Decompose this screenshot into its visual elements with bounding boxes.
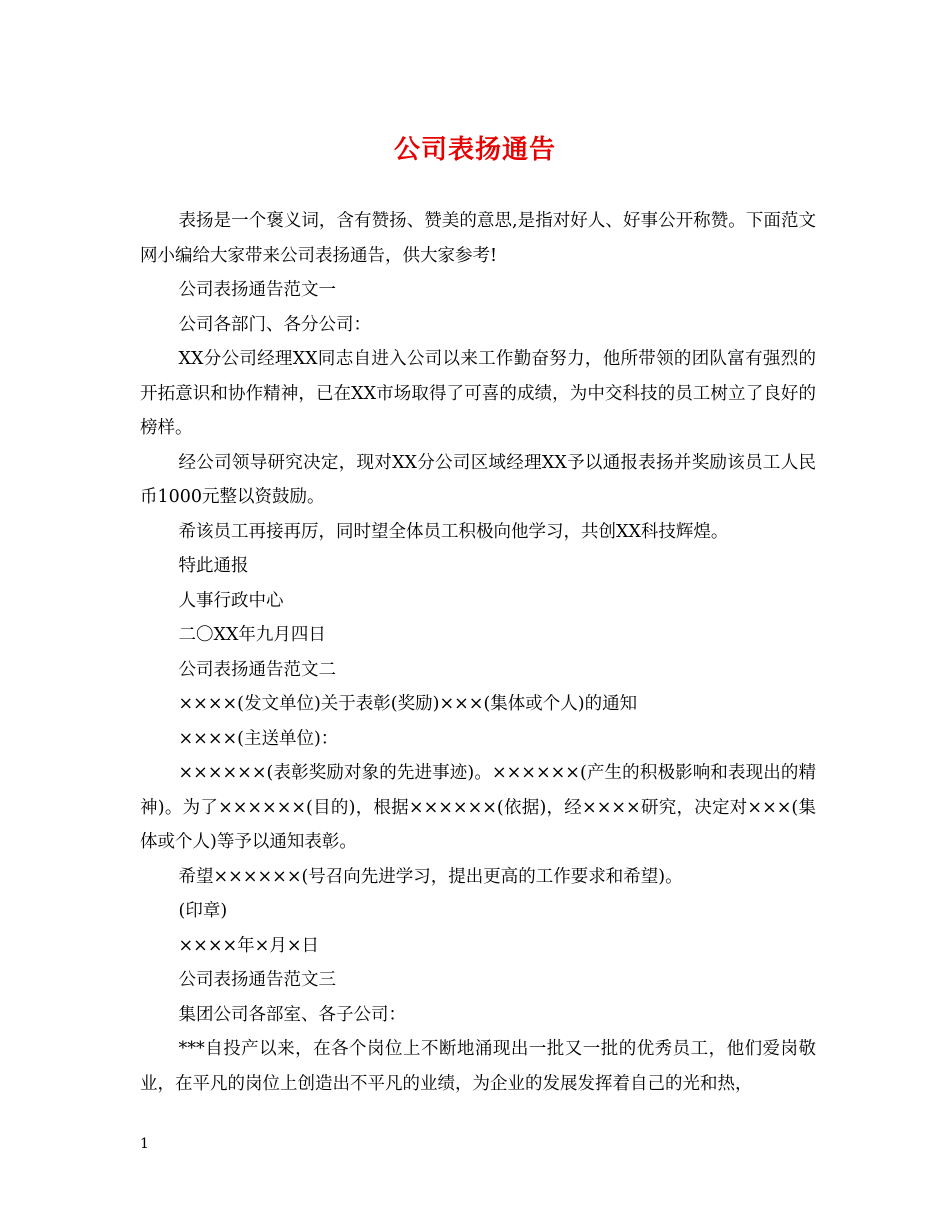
document-body — [140, 204, 816, 1101]
paragraph-date-two: ××××年×月×日 — [178, 935, 319, 956]
paragraph-sample-three-heading: 公司表扬通告范文三 — [178, 970, 336, 990]
page-number: 1 — [140, 1136, 149, 1152]
paragraph-recipient: ××××(主送单位)： — [178, 728, 339, 749]
paragraph-hope: 希望××××××(号召向先进学习，提出更高的工作要求和希望)。 — [178, 866, 683, 887]
paragraph-date-one: 二〇XX年九月四日 — [178, 625, 326, 645]
paragraph-employees: ***自投产以来，在各个岗位上不断地涌现出一批又一批的优秀员工，他们爱岗敬业，在平凡的岗位上创造出不平凡的业绩，为企业的发展发挥着自己的光和热， — [140, 1039, 816, 1094]
paragraph-decision: 经公司领导研究决定，现对XX分公司区域经理XX予以通报表扬并奖励该员工人民币1000元整以资鼓励。 — [140, 452, 816, 507]
paragraph-sample-two-heading: 公司表扬通告范文二 — [178, 659, 336, 680]
paragraph-encouragement: 希该员工再接再厉，同时望全体员工积极向他学习，共创XX科技辉煌。 — [178, 521, 729, 542]
paragraph-notice-title: ××××(发文单位)关于表彰(奖励)×××(集体或个人)的通知 — [178, 694, 638, 714]
paragraph-salutation-three: 集团公司各部室、各子公司： — [178, 1004, 406, 1025]
paragraph-issuer: 人事行政中心 — [178, 590, 284, 611]
paragraph-seal: (印章) — [178, 901, 228, 921]
paragraph-intro: 表扬是一个褒义词，含有赞扬、赞美的意思,是指对好人、好事公开称赞。下面范文网小编给大家带来公司表扬通告，供大家参考! — [140, 211, 816, 266]
paragraph-template-body: ××××××(表彰奖励对象的先进事迹)。××××××(产生的积极影响和表现出的精神)。为了××××××(目的)，根据××××××(依据)，经××××研究，决定对×××(集体或个人)等予以通知表彰。 — [140, 763, 816, 852]
paragraph-sample-one-heading: 公司表扬通告范文一 — [178, 280, 336, 300]
paragraph-notice: 特此通报 — [178, 556, 249, 576]
paragraph-achievement: XX分公司经理XX同志自进入公司以来工作勤奋努力，他所带领的团队富有强烈的开拓意识和协作精神，已在XX市场取得了可喜的成绩，为中交科技的员工树立了良好的榜样。 — [140, 349, 816, 438]
paragraph-salutation-one: 公司各部门、各分公司： — [178, 314, 371, 335]
document-title: 公司表扬通告 — [393, 135, 556, 165]
